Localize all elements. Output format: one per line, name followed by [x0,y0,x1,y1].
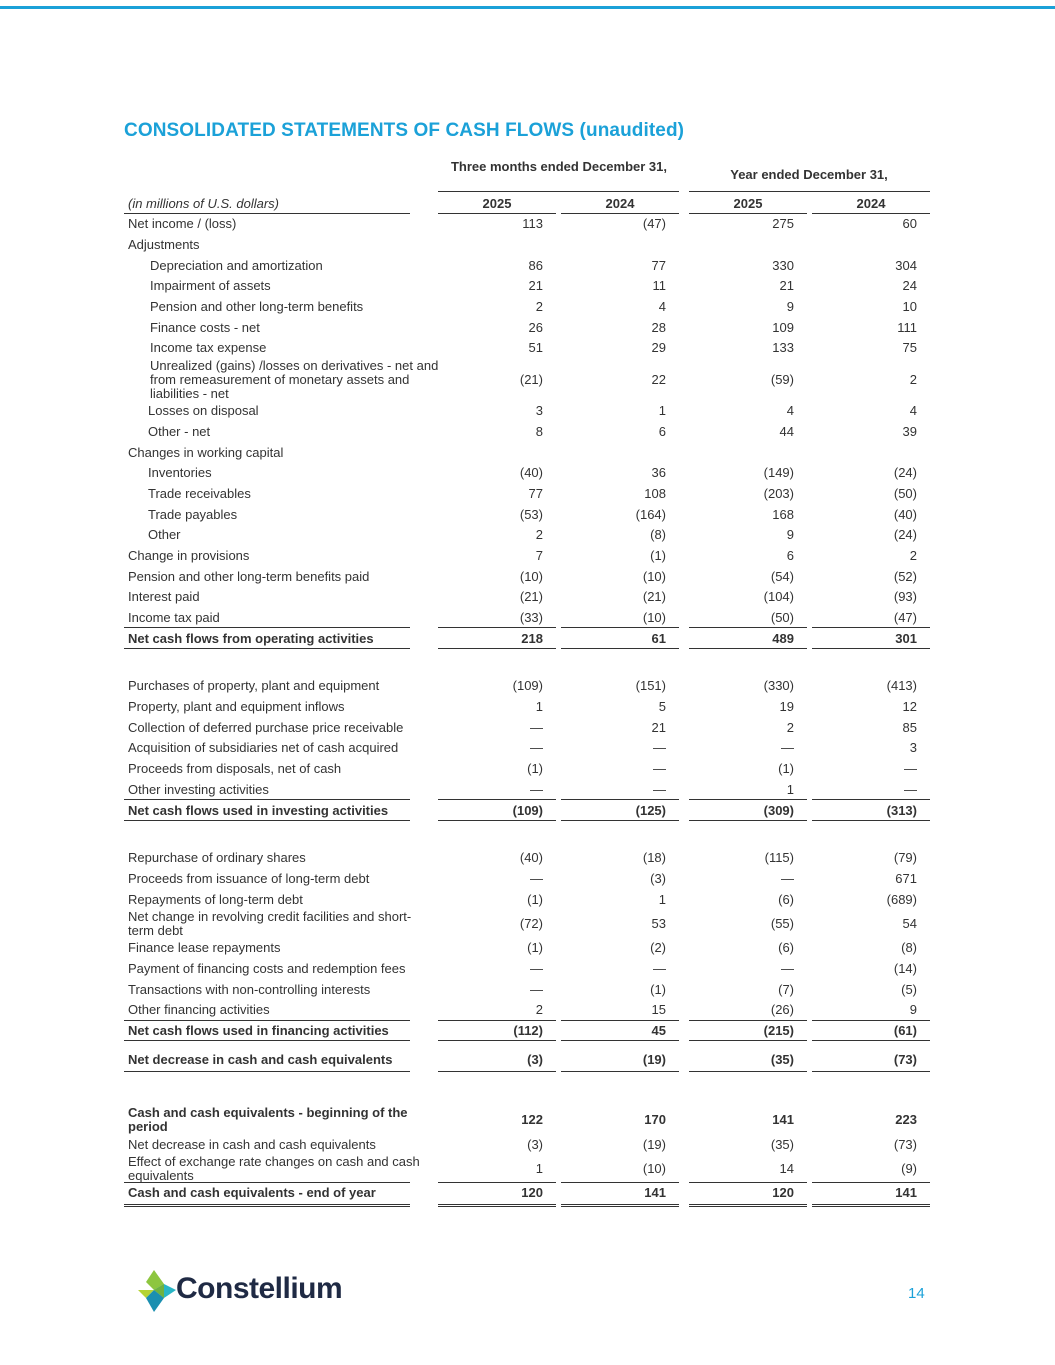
row-value: 113 [522,216,543,232]
table-row [124,463,930,484]
row-value: 4 [909,403,917,419]
row-value: 1 [535,699,543,715]
row-value: 170 [644,1112,666,1128]
row-value: (61) [893,1023,917,1039]
row-label: Net cash flows used in financing activities [128,1023,389,1039]
row-value: (8) [901,940,917,956]
row-value: (309) [763,802,794,818]
row-label: Losses on disposal [148,403,259,419]
row-value: — [653,761,666,777]
row-value: 21 [651,719,666,735]
row-value: 489 [772,630,794,646]
row-label: Net change in revolving credit facilities and short-term debt [128,908,412,938]
row-label: Trade receivables [148,485,251,501]
logo-mark-icon [136,1268,180,1316]
row-label: Acquisition of subsidiaries net of cash acquired [128,740,399,756]
row-label: Finance lease repayments [128,940,281,956]
row-value: 2 [786,719,794,735]
row-value: 141 [644,1185,666,1201]
row-value: 45 [651,1023,666,1039]
row-value: — [653,781,666,797]
row-label: Income tax paid [128,610,220,626]
row-label: Impairment of assets [150,278,271,294]
row-value: 1 [786,781,794,797]
row-value: 24 [902,278,917,294]
table-row [124,1183,930,1204]
row-value: (6) [778,940,794,956]
row-value: (109) [512,678,543,694]
row-value: (93) [893,589,917,605]
row-value: — [530,719,543,735]
row-value: (50) [770,610,794,626]
table-row [124,504,930,525]
row-value: 3 [909,740,917,756]
row-value: (149) [763,465,794,481]
row-value: 8 [535,423,543,439]
row-value: (24) [893,465,917,481]
row-value: (14) [893,960,917,976]
row-label: Other investing activities [128,781,269,797]
row-value: 39 [902,423,917,439]
row-value: 9 [909,1002,917,1018]
table-row [124,889,930,910]
row-value: (6) [778,891,794,907]
row-value: — [781,960,794,976]
row-value: (203) [763,485,794,501]
year-header: 2024 [605,196,635,211]
row-value: (21) [642,589,666,605]
row-value: 4 [658,299,666,315]
row-label: Income tax expense [150,340,267,356]
row-value: — [653,960,666,976]
row-value: 36 [651,465,666,481]
logo-text: Constellium [176,1272,343,1305]
row-label: Effect of exchange rate changes on cash and cash equivalents [128,1154,420,1184]
row-value: (1) [527,891,543,907]
row-value: (26) [770,1002,794,1018]
row-value: (10) [642,610,666,626]
row-value: 141 [772,1112,794,1128]
row-value: (1) [527,940,543,956]
table-row [124,1021,930,1042]
cash-flow-statement [124,158,930,1204]
row-value: 3 [535,403,543,419]
row-value: 6 [658,423,666,439]
table-row [124,484,930,505]
row-value: (3) [650,870,666,886]
row-value: (73) [893,1051,917,1067]
row-value: — [653,740,666,756]
row-label: Other financing activities [128,1002,270,1018]
table-row [124,869,930,890]
page-number: 14 [908,1285,925,1302]
row-value: 5 [658,699,666,715]
row-value: — [904,761,917,777]
row-value: (47) [893,610,917,626]
row-value: 671 [895,870,917,886]
row-label: Change in provisions [128,547,250,563]
row-value: (72) [519,915,543,931]
row-value: 108 [644,485,666,501]
row-label: Cash and cash equivalents - beginning of the period [128,1105,408,1135]
row-value: (10) [642,568,666,584]
row-value: 141 [895,1185,917,1201]
table-row [124,317,930,338]
row-value: (53) [519,506,543,522]
row-value: (3) [527,1051,543,1067]
row-value: (59) [770,371,794,387]
row-value: (52) [893,568,917,584]
row-label: Finance costs - net [150,319,260,335]
row-value: 304 [895,257,917,273]
row-value: 275 [772,216,794,232]
row-value: (55) [770,915,794,931]
header-year-ended: Year ended December 31, [730,167,888,182]
row-value: 218 [521,630,543,646]
row-value: 1 [658,891,666,907]
row-value: (19) [642,1051,666,1067]
row-value: — [530,870,543,886]
row-value: 122 [521,1112,543,1128]
row-value: — [530,981,543,997]
row-value: 77 [528,485,543,501]
table-row [124,1047,930,1072]
row-value: 19 [779,699,794,715]
row-value: 53 [651,915,666,931]
table-row [124,525,930,546]
row-label: Trade payables [148,506,238,522]
row-value: (21) [519,371,543,387]
table-row [124,255,930,276]
row-value: (3) [527,1136,543,1152]
table-row [124,676,930,697]
row-label: Proceeds from issuance of long-term debt [128,870,370,886]
row-value: 168 [772,506,794,522]
row-label: Depreciation and amortization [150,257,323,273]
row-value: (8) [650,527,666,543]
table-row [124,214,930,235]
row-value: (19) [642,1136,666,1152]
row-label: Other [148,527,181,543]
row-value: (330) [763,678,794,694]
table-row [124,800,930,821]
row-value: (115) [764,850,794,866]
row-value: 9 [786,299,794,315]
row-label: Pension and other long-term benefits paid [128,568,370,584]
row-label: Pension and other long-term benefits [150,299,364,315]
row-value: — [530,960,543,976]
row-value: 223 [895,1112,917,1128]
row-value: 21 [779,278,794,294]
row-value: 2 [909,371,917,387]
table-row [124,235,930,256]
units-label: (in millions of U.S. dollars) [128,196,279,211]
constellium-logo [130,1262,348,1322]
row-value: 61 [651,630,666,646]
table-row [124,1000,930,1021]
row-value: (215) [763,1023,794,1039]
row-label: Net decrease in cash and cash equivalents [128,1051,393,1067]
row-value: (18) [642,850,666,866]
row-value: 86 [528,257,543,273]
row-value: (164) [635,506,666,522]
row-value: — [530,740,543,756]
row-value: 109 [772,319,794,335]
row-value: 12 [902,699,917,715]
row-value: 29 [651,340,666,356]
row-value: (40) [519,465,543,481]
row-value: (1) [650,981,666,997]
row-value: 54 [902,915,917,931]
row-value: 51 [528,340,543,356]
table-row [124,442,930,463]
page-title: CONSOLIDATED STATEMENTS OF CASH FLOWS (unaudited) [124,120,685,141]
row-label: Adjustments [128,237,200,253]
table-row [124,1106,930,1134]
row-value: (35) [770,1051,794,1067]
row-value: (313) [886,802,917,818]
row-value: 1 [658,403,666,419]
row-value: 120 [772,1185,794,1201]
row-label: Repurchase of ordinary shares [128,850,306,866]
row-value: 133 [772,340,794,356]
row-label: Net cash flows from operating activities [128,630,374,646]
row-value: (33) [519,610,543,626]
row-value: 120 [521,1185,543,1201]
table-row [124,276,930,297]
row-label: Property, plant and equipment inflows [128,699,345,715]
row-value: 111 [897,319,917,335]
row-value: 330 [772,257,794,273]
row-value: (1) [650,547,666,563]
row-value: (73) [893,1136,917,1152]
table-row [124,566,930,587]
table-row [124,738,930,759]
row-label: Changes in working capital [128,444,284,460]
row-label: Cash and cash equivalents - end of year [128,1185,376,1201]
table-row [124,628,930,649]
table-row [124,848,930,869]
table-row [124,1155,930,1183]
row-label: Net income / (loss) [128,216,237,232]
row-label: Payment of financing costs and redemption fees [128,960,406,976]
row-label: Inventories [148,465,212,481]
row-value: (7) [778,981,794,997]
row-value: 2 [535,299,543,315]
row-value: (112) [513,1023,543,1039]
row-value: (689) [886,891,917,907]
row-value: (24) [893,527,917,543]
row-value: 26 [528,319,543,335]
row-value: 77 [651,257,666,273]
table-row [124,759,930,780]
row-value: (10) [642,1161,666,1177]
row-value: 11 [652,278,666,294]
top-accent-bar [0,6,1055,9]
table-row [124,359,930,401]
row-value: (5) [901,981,917,997]
row-value: 21 [528,278,543,294]
table-row [124,938,930,959]
table-row [124,910,930,938]
row-value: 1 [535,1161,543,1177]
row-label: Transactions with non-controlling interests [128,981,371,997]
row-value: 2 [535,1002,543,1018]
row-value: (109) [512,802,543,818]
header-three-months: Three months ended December 31, [450,159,667,174]
row-value: (35) [770,1136,794,1152]
row-value: — [781,740,794,756]
row-value: 2 [535,527,543,543]
table-row [124,697,930,718]
row-value: (40) [893,506,917,522]
statement-rows [124,214,930,1204]
row-label: Proceeds from disposals, net of cash [128,761,342,777]
row-value: 22 [651,371,666,387]
table-row [124,297,930,318]
table-row [124,546,930,567]
table-row [124,587,930,608]
row-label: Unrealized (gains) /losses on derivatives - net and from remeasurement of monetary assets and liabilities - net [150,357,439,401]
table-row [124,959,930,980]
row-value: (1) [778,761,794,777]
row-value: (1) [527,761,543,777]
year-header: 2024 [856,196,886,211]
row-value: (54) [770,568,794,584]
row-value: 60 [902,216,917,232]
row-value: 7 [535,547,543,563]
row-value: (21) [519,589,543,605]
row-label: Other - net [148,423,211,439]
row-label: Collection of deferred purchase price receivable [128,719,404,735]
row-value: 44 [779,423,794,439]
row-label: Interest paid [128,589,200,605]
row-label: Net decrease in cash and cash equivalents [128,1136,376,1152]
row-label: Repayments of long-term debt [128,891,303,907]
table-row [124,422,930,443]
year-header: 2025 [733,196,763,211]
row-value: (2) [650,940,666,956]
row-value: (79) [893,850,917,866]
row-value: (104) [763,589,794,605]
row-value: (9) [901,1161,917,1177]
row-value: 10 [902,299,917,315]
row-value: (40) [519,850,543,866]
row-value: (50) [893,485,917,501]
row-value: (47) [642,216,666,232]
row-value: 2 [909,547,917,563]
row-value: 14 [779,1161,794,1177]
row-value: — [781,870,794,886]
table-row [124,979,930,1000]
row-label: Purchases of property, plant and equipment [128,678,380,694]
table-header [124,158,930,214]
table-row [124,1134,930,1155]
row-value: 9 [786,527,794,543]
row-value: 301 [895,630,917,646]
row-value: — [904,781,917,797]
row-value: 75 [902,340,917,356]
table-row [124,338,930,359]
row-value: 85 [902,719,917,735]
row-value: — [530,781,543,797]
table-row [124,608,930,629]
row-value: (125) [635,802,666,818]
table-row [124,780,930,801]
table-row [124,401,930,422]
row-value: 6 [786,547,794,563]
year-header: 2025 [482,196,512,211]
row-value: (10) [519,568,543,584]
row-value: 28 [651,319,666,335]
table-row [124,717,930,738]
row-value: (151) [635,678,666,694]
row-value: 15 [651,1002,666,1018]
row-label: Net cash flows used in investing activities [128,802,389,818]
row-value: (413) [886,678,917,694]
row-value: 4 [786,403,794,419]
